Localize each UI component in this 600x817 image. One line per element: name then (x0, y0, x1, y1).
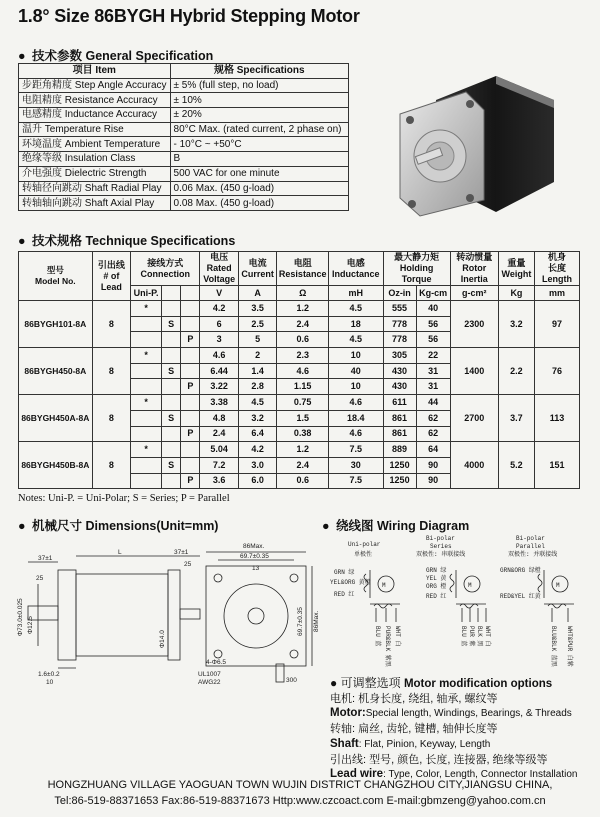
ts-cell: 31 (416, 363, 450, 379)
gs-header-item: 项目 Item (19, 64, 171, 79)
gs-item: 转轴径向跳动 Shaft Radial Play (19, 181, 171, 196)
unit-weight: Kg (498, 286, 534, 301)
ts-cell: 1250 (383, 473, 416, 489)
unit-kg: Kg-cm (416, 286, 450, 301)
technique-spec-heading: ● 技术规格 Technique Specifications (18, 234, 236, 248)
uni-bottom-1: PUR&BLK 紫黑 (384, 626, 391, 667)
dimensions-heading: ● 机械尺寸 Dimensions(Unit=mm) (18, 519, 219, 533)
ts-cell (181, 442, 200, 458)
uni-label-2: RED 红 (334, 591, 355, 598)
ts-cell: 1250 (383, 457, 416, 473)
gs-item: 绝缘等级 Insulation Class (19, 152, 171, 167)
ts-cell: 0.6 (277, 332, 329, 348)
ts-cell: 611 (383, 395, 416, 411)
ts-cell: 4.5 (238, 395, 276, 411)
ts-length: 76 (535, 348, 580, 395)
gs-header-spec: 规格 Specifications (170, 64, 348, 79)
ts-cell (131, 457, 162, 473)
wiring-heading: ● 绕线图 Wiring Diagram (322, 519, 470, 533)
ts-cell: 6.0 (238, 473, 276, 489)
general-spec-heading: ● 技术参数 General Specification (18, 49, 214, 63)
ts-cell: 90 (416, 457, 450, 473)
modification-line: 电机: 机身长度, 绕组, 轴承, 螺纹等 (330, 692, 498, 705)
gs-row (19, 137, 349, 152)
ts-cell: 1.5 (277, 410, 329, 426)
ts-cell: 555 (383, 301, 416, 317)
ts-cell: 62 (416, 426, 450, 442)
ts-cell: 64 (416, 442, 450, 458)
ts-cell: 2.8 (238, 379, 276, 395)
dim-label-8: 1.6±0.2 (38, 671, 60, 678)
ts-cell (162, 473, 181, 489)
ts-inertia: 1400 (450, 348, 498, 395)
ts-cell: 6.44 (200, 363, 238, 379)
unit-conn: Uni-P. (131, 286, 162, 301)
ts-cell: 3 (200, 332, 238, 348)
ser-bottom-3: WHT 白 (484, 626, 491, 647)
ts-row (19, 301, 580, 317)
ts-cell: 305 (383, 348, 416, 364)
ts-cell (162, 332, 181, 348)
dim-label-6: Φ14.0 (159, 630, 166, 648)
ts-cell: P (181, 473, 200, 489)
ts-cell: 7.2 (200, 457, 238, 473)
modification-line: Motor:Special length, Windings, Bearings, & Threads (330, 707, 572, 720)
par-label-1: RED&YEL 红黄 (500, 593, 541, 600)
ts-cell: 56 (416, 316, 450, 332)
gs-spec: B (170, 152, 348, 167)
gs-spec: ± 5% (full step, no load) (170, 78, 348, 93)
ts-cell: 5 (238, 332, 276, 348)
dim-label-13: 69.7±0.35 (297, 607, 304, 636)
unit-volt: V (200, 286, 238, 301)
ser-bottom-2: BLK 黑 (476, 626, 483, 647)
gs-item: 步距角精度 Step Angle Accuracy (19, 78, 171, 93)
dim-label-0: 37±1 (38, 555, 53, 562)
ts-cell: 861 (383, 426, 416, 442)
ts-cell (131, 410, 162, 426)
gs-row (19, 93, 349, 108)
ts-cell: 2.5 (238, 316, 276, 332)
dim-label-18: 300 (286, 677, 297, 684)
ts-cell: 0.6 (277, 473, 329, 489)
par-bottom-1: WHT&PUR 白紫 (566, 626, 573, 667)
gs-row (19, 122, 349, 137)
uni-label-0: GRN 绿 (334, 569, 355, 576)
ts-lead: 8 (92, 301, 130, 348)
ts-cell: 18 (329, 316, 383, 332)
ts-cell (131, 363, 162, 379)
ts-cell: 56 (416, 332, 450, 348)
ts-cell: S (162, 410, 181, 426)
ts-lead: 8 (92, 348, 130, 395)
ts-cell: 6 (200, 316, 238, 332)
notes: Notes: Uni-P. = Uni-Polar; S = Series; P = Parallel (18, 493, 230, 504)
th-model: 型号 Model No. (19, 252, 93, 301)
modification-line: 引出线: 型号, 颜色, 长度, 连接器, 绝缘等级等 (330, 753, 548, 766)
dim-label-9: 10 (46, 679, 54, 686)
ts-weight: 3.7 (498, 395, 534, 442)
ts-cell: 4.2 (238, 442, 276, 458)
ts-cell: 430 (383, 363, 416, 379)
gs-spec: 80°C Max. (rated current, 2 phase on) (170, 122, 348, 137)
ts-model: 86BYGH450A-8A (19, 395, 93, 442)
ts-cell: * (131, 348, 162, 364)
ts-cell: 2.4 (200, 426, 238, 442)
ts-cell (131, 316, 162, 332)
ts-cell (181, 457, 200, 473)
ts-cell: * (131, 395, 162, 411)
ts-cell: 3.38 (200, 395, 238, 411)
ts-cell: 18.4 (329, 410, 383, 426)
motor-symbol-2: M (468, 582, 472, 589)
gs-row (19, 78, 349, 93)
modification-line: Shaft: Flat, Pinion, Keyway, Length (330, 737, 491, 750)
gs-spec: 0.06 Max. (450 g-load) (170, 181, 348, 196)
par-label-0: GRN&ORG 绿橙 (500, 567, 541, 574)
ser-label-2: ORG 橙 (426, 583, 447, 590)
wiring-parallel-1: Parallel (516, 543, 545, 550)
ts-cell (181, 395, 200, 411)
ts-cell: * (131, 442, 162, 458)
ts-weight: 3.2 (498, 301, 534, 348)
th-lead: 引出线 # of Lead (92, 252, 130, 301)
dim-label-5: Φ73.0±0.025 (17, 598, 24, 636)
ts-weight: 2.2 (498, 348, 534, 395)
ts-cell: P (181, 332, 200, 348)
gs-spec: ± 10% (170, 93, 348, 108)
ts-cell (162, 379, 181, 395)
gs-row (19, 166, 349, 181)
ts-cell: 0.38 (277, 426, 329, 442)
ts-cell: 40 (416, 301, 450, 317)
ts-cell: 4.5 (329, 332, 383, 348)
dim-label-10: 86Max. (243, 543, 265, 550)
ts-cell (131, 332, 162, 348)
ts-cell: 1.15 (277, 379, 329, 395)
dim-label-3: 25 (36, 575, 44, 582)
footer-address: HONGZHUANG VILLAGE YAOGUAN TOWN WUJIN DISTRICT CHANGZHOU CITY,JIANGSU CHINA, (47, 779, 553, 791)
ts-cell: 90 (416, 473, 450, 489)
ts-cell: 2.4 (277, 316, 329, 332)
motor-symbol-3: M (556, 582, 560, 589)
ts-cell: 3.6 (200, 473, 238, 489)
ts-cell (162, 301, 181, 317)
ts-cell: 6.4 (238, 426, 276, 442)
ts-cell (131, 426, 162, 442)
ts-cell (131, 473, 162, 489)
ts-cell: 3.22 (200, 379, 238, 395)
ts-cell (162, 442, 181, 458)
dim-label-17: AWG22 (198, 679, 221, 686)
unit-res: Ω (277, 286, 329, 301)
gs-item: 电阻精度 Resistance Accuracy (19, 93, 171, 108)
ts-cell: 62 (416, 410, 450, 426)
ts-cell: 40 (329, 363, 383, 379)
motor-photo (396, 70, 574, 220)
ts-cell (181, 316, 200, 332)
wiring-parallel-2: 双极性: 并联接线 (508, 551, 558, 558)
ts-lead: 8 (92, 442, 130, 489)
footer-contact: Tel:86-519-88371653 Fax:86-519-88371673 Http:www.czcoact.com E-mail:gbmzeng@yahoo.com.cn (54, 794, 546, 807)
ts-cell: 1.4 (238, 363, 276, 379)
ts-inertia: 2700 (450, 395, 498, 442)
ts-cell: 4.6 (277, 363, 329, 379)
technique-spec-table (18, 251, 580, 489)
ts-cell: 4.6 (200, 348, 238, 364)
wiring-parallel-0: Bi-polar (516, 535, 545, 542)
th-resistance: 电阻 Resistance (277, 252, 329, 286)
ts-cell (181, 348, 200, 364)
ts-cell: 778 (383, 332, 416, 348)
ts-cell: 2.4 (277, 457, 329, 473)
ts-cell: S (162, 316, 181, 332)
ser-bottom-0: BLU 蓝 (460, 626, 467, 647)
ts-cell: 7.5 (329, 442, 383, 458)
ts-cell: 10 (329, 348, 383, 364)
ts-cell: S (162, 363, 181, 379)
unit-inertia: g-cm² (450, 286, 498, 301)
unit-length: mm (535, 286, 580, 301)
th-inertia: 转动惯量 Rotor Inertia (450, 252, 498, 286)
dim-label-15: 4-Φ6.5 (206, 659, 227, 666)
unit-ind: mH (329, 286, 383, 301)
ts-model: 86BYGH101-8A (19, 301, 93, 348)
th-current: 电流 Current (238, 252, 276, 286)
wiring-series-0: Bi-polar (426, 535, 455, 542)
gs-spec: 500 VAC for one minute (170, 166, 348, 181)
ts-model: 86BYGH450B-8A (19, 442, 93, 489)
th-connection: 接线方式 Connection (131, 252, 200, 286)
ts-cell: 0.75 (277, 395, 329, 411)
gs-row (19, 181, 349, 196)
ts-cell: 889 (383, 442, 416, 458)
ts-cell (162, 348, 181, 364)
ts-cell: 4.6 (329, 426, 383, 442)
ts-inertia: 4000 (450, 442, 498, 489)
ts-cell: 4.6 (329, 395, 383, 411)
ts-cell (162, 395, 181, 411)
wiring-series-1: Series (430, 543, 452, 550)
wiring-unipolar-label: Uni-polar (348, 541, 381, 548)
uni-label-1: YEL&ORG 黄橙 (330, 579, 371, 586)
footer (0, 778, 600, 809)
modification-line: Lead wire: Type, Color, Length, Connector Installation (330, 768, 578, 781)
page-title: 1.8° Size 86BYGH Hybrid Stepping Motor (18, 6, 360, 26)
dim-label-2: 37±1 (174, 549, 189, 556)
gs-item: 介电强度 Dielectric Strength (19, 166, 171, 181)
unit-oz: Oz-in (383, 286, 416, 301)
ts-length: 97 (535, 301, 580, 348)
ts-cell: 2.3 (277, 348, 329, 364)
gs-row (19, 108, 349, 123)
ts-cell (181, 410, 200, 426)
ts-row (19, 442, 580, 458)
ts-cell: 778 (383, 316, 416, 332)
ts-cell: 7.5 (329, 473, 383, 489)
wiring-series-2: 双极性: 串联接线 (416, 551, 466, 558)
motor-symbol-1: M (382, 582, 386, 589)
ts-length: 113 (535, 395, 580, 442)
gs-item: 电感精度 Inductance Accuracy (19, 108, 171, 123)
gs-spec: ± 20% (170, 108, 348, 123)
ts-cell (181, 301, 200, 317)
dim-label-16: UL1007 (198, 671, 221, 678)
ts-row (19, 348, 580, 364)
dim-label-11: 69.7±0.35 (240, 553, 269, 560)
ts-cell: 22 (416, 348, 450, 364)
ts-weight: 5.2 (498, 442, 534, 489)
ser-label-1: YEL 黄 (426, 575, 447, 582)
gs-item: 温升 Temperature Rise (19, 122, 171, 137)
modification-line: 转轴: 扁丝, 齿轮, 键槽, 轴伸长度等 (330, 723, 498, 736)
gs-spec: 0.08 Max. (450 g-load) (170, 196, 348, 211)
ts-length: 151 (535, 442, 580, 489)
ts-cell: 31 (416, 379, 450, 395)
gs-spec: - 10°C ~ +50°C (170, 137, 348, 152)
ts-cell: P (181, 426, 200, 442)
ts-row (19, 395, 580, 411)
ts-cell: 4.5 (329, 301, 383, 317)
ts-cell: 44 (416, 395, 450, 411)
uni-bottom-2: WHT 白 (394, 626, 401, 647)
th-length: 机身 长度 Length (535, 252, 580, 286)
wiring-diagram (330, 534, 592, 667)
ts-cell: 3.0 (238, 457, 276, 473)
wiring-unipolar-cn: 单极性 (354, 551, 373, 558)
ts-cell: 3.5 (238, 301, 276, 317)
ts-cell: 4.8 (200, 410, 238, 426)
gs-item: 转轴轴向跳动 Shaft Axial Play (19, 196, 171, 211)
ts-cell: 2 (238, 348, 276, 364)
ts-cell: 1.2 (277, 442, 329, 458)
dim-label-14: 86Max. (313, 610, 320, 632)
ts-model: 86BYGH450-8A (19, 348, 93, 395)
dimension-drawing (18, 536, 318, 686)
th-voltage: 电压 Rated Voltage (200, 252, 238, 286)
ts-cell (131, 379, 162, 395)
gs-item: 环境温度 Ambient Temperature (19, 137, 171, 152)
ts-cell: 10 (329, 379, 383, 395)
th-torque: 最大静力矩 Holding Torque (383, 252, 450, 286)
ts-cell: S (162, 457, 181, 473)
ser-bottom-1: PUR 紫 (468, 626, 475, 647)
ts-cell (181, 363, 200, 379)
th-weight: 重量 Weight (498, 252, 534, 286)
ser-label-3: RED 红 (426, 593, 447, 600)
ts-lead: 8 (92, 395, 130, 442)
dim-label-1: L (118, 549, 122, 556)
ts-cell: 3.2 (238, 410, 276, 426)
general-spec-table (18, 63, 349, 211)
ts-cell (162, 426, 181, 442)
ts-cell: 30 (329, 457, 383, 473)
uni-bottom-0: BLU 蓝 (374, 626, 381, 647)
th-inductance: 电感 Inductance (329, 252, 383, 286)
ts-cell: 1.2 (277, 301, 329, 317)
ts-cell: 4.2 (200, 301, 238, 317)
ts-cell: 5.04 (200, 442, 238, 458)
dim-label-7: Φ12.5 (27, 616, 34, 634)
unit-curr: A (238, 286, 276, 301)
gs-row (19, 196, 349, 211)
dim-label-4: 25 (184, 561, 192, 568)
ts-cell: P (181, 379, 200, 395)
ts-inertia: 2300 (450, 301, 498, 348)
ts-cell: * (131, 301, 162, 317)
dim-label-12: 13 (252, 565, 260, 572)
gs-row (19, 152, 349, 167)
ts-cell: 861 (383, 410, 416, 426)
ser-label-0: GRN 绿 (426, 567, 447, 574)
modification-options: ● 可调整选项 Motor modification options 电机: 机身长度, 绕组, 轴承, 螺纹等 Motor:Special length, Windings, Bearings, & Threads 转轴: 扁丝, 齿轮, 键槽, 轴伸长度等 Shaft: Flat, Pinion, Keyway, Length 引出线: 型号, 颜色, 长度, 连接器, 绝缘等级等 Lead wire: Type, Color, Length, Connector Installation (330, 676, 595, 783)
par-bottom-0: BLU&BLK 蓝黑 (550, 626, 557, 667)
ts-cell: 430 (383, 379, 416, 395)
